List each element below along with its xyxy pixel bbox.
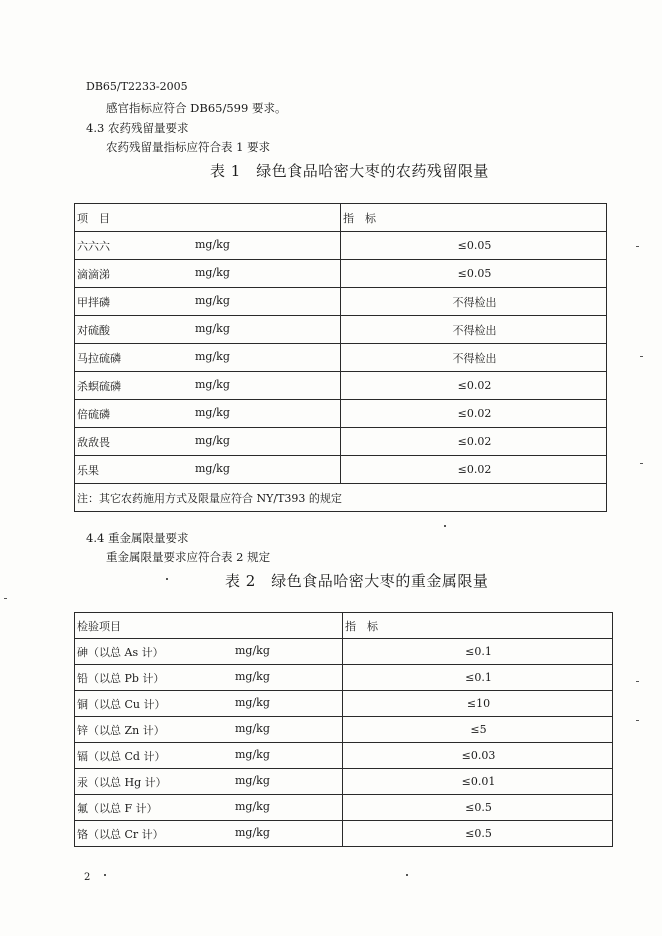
scan-speck [636,681,639,682]
scan-speck [636,720,639,721]
row-unit: mg/kg [195,265,230,279]
table-row [75,456,607,484]
scan-speck [104,874,106,876]
row-unit: mg/kg [235,747,270,761]
row-unit: mg/kg [195,293,230,307]
row-unit: mg/kg [195,433,230,447]
table-header-row [75,204,607,232]
row-limit: ≤0.01 [343,769,613,795]
scan-speck [444,525,446,527]
table-row [75,260,607,288]
row-unit: mg/kg [195,237,230,251]
row-unit: mg/kg [235,643,270,657]
pesticide-requirement-line: 农药残留量指标应符合表 1 要求 [106,140,271,154]
table-row [75,400,607,428]
table-note-row [75,484,607,512]
row-limit: ≤0.05 [341,232,607,260]
row-unit: mg/kg [195,405,230,419]
row-unit: mg/kg [235,695,270,709]
row-item-name: 锌（以总 Zn 计） [77,723,165,737]
scan-speck [166,578,168,580]
row-limit: ≤0.5 [343,821,613,847]
row-limit: ≤0.03 [343,743,613,769]
table-row [75,717,613,743]
row-item-name: 汞（以总 Hg 计） [77,775,167,789]
header-item: 检验项目 [77,619,121,633]
header-item-cell [75,613,343,639]
row-limit: ≤0.5 [343,795,613,821]
section-4-3-title: 4.3 农药残留量要求 [86,121,189,135]
scan-speck [4,598,7,599]
row-unit: mg/kg [235,799,270,813]
header-limit-cell [341,204,607,232]
row-limit: ≤0.02 [341,372,607,400]
pesticide-residue-table [74,203,607,512]
page-number: 2 [84,872,91,883]
document-id: DB65/T2233-2005 [86,80,188,93]
table-row [75,743,613,769]
scan-speck [640,356,643,357]
row-item-name: 镉（以总 Cd 计） [77,749,166,763]
row-limit: ≤0.02 [341,428,607,456]
header-limit-cell [343,613,613,639]
row-limit: 不得检出 [341,288,607,316]
row-item-name: 铜（以总 Cu 计） [77,697,166,711]
row-limit: ≤5 [343,717,613,743]
section-4-4-title: 4.4 重金属限量要求 [86,531,189,545]
heavy-metal-requirement-line: 重金属限量要求应符合表 2 规定 [106,550,271,564]
table-row [75,288,607,316]
row-limit: ≤10 [343,691,613,717]
row-limit: ≤0.1 [343,639,613,665]
row-item-name: 砷（以总 As 计） [77,645,164,659]
table-row [75,639,613,665]
row-item-name: 铅（以总 Pb 计） [77,671,165,685]
row-limit: ≤0.02 [341,456,607,484]
row-unit: mg/kg [195,349,230,363]
row-item-name: 滴滴涕 [77,267,110,281]
row-unit: mg/kg [195,377,230,391]
table-header-row [75,613,613,639]
table-note: 注：其它农药施用方式及限量应符合 NY/T393 的规定 [75,484,607,512]
header-limit: 指 标 [345,619,378,633]
row-item-name: 对硫酸 [77,323,110,337]
row-unit: mg/kg [235,669,270,683]
table-row [75,769,613,795]
row-item-name: 马拉硫磷 [77,351,121,365]
table-row [75,428,607,456]
header-limit: 指 标 [343,211,376,225]
row-unit: mg/kg [235,721,270,735]
table-row [75,821,613,847]
table-row [75,232,607,260]
table-row [75,316,607,344]
row-limit: 不得检出 [341,316,607,344]
table-row [75,344,607,372]
row-item-name: 杀螟硫磷 [77,379,121,393]
scan-speck [406,874,408,876]
table2-caption: 表 2 绿色食品哈密大枣的重金属限量 [225,572,489,590]
row-limit: 不得检出 [341,344,607,372]
heavy-metal-table [74,612,613,847]
row-limit: ≤0.05 [341,260,607,288]
row-item-name: 氟（以总 F 计） [77,801,158,815]
header-item: 项 目 [77,211,110,225]
scan-speck [640,463,643,464]
row-item-name: 敌敌畏 [77,435,110,449]
table-row [75,795,613,821]
row-limit: ≤0.1 [343,665,613,691]
scan-speck [636,246,639,247]
row-unit: mg/kg [235,773,270,787]
table-row [75,372,607,400]
table1-caption: 表 1 绿色食品哈密大枣的农药残留限量 [210,162,489,180]
row-item-name: 铬（以总 Cr 计） [77,827,164,841]
row-item-name: 倍硫磷 [77,407,110,421]
sensory-requirement-line: 感官指标应符合 DB65/599 要求。 [106,101,287,115]
row-item-name: 六六六 [77,239,110,253]
table-row [75,665,613,691]
row-unit: mg/kg [195,321,230,335]
header-item-cell [75,204,341,232]
table-row [75,691,613,717]
row-limit: ≤0.02 [341,400,607,428]
row-unit: mg/kg [195,461,230,475]
row-item-name: 乐果 [77,463,99,477]
row-item-name: 甲拌磷 [77,295,110,309]
row-unit: mg/kg [235,825,270,839]
